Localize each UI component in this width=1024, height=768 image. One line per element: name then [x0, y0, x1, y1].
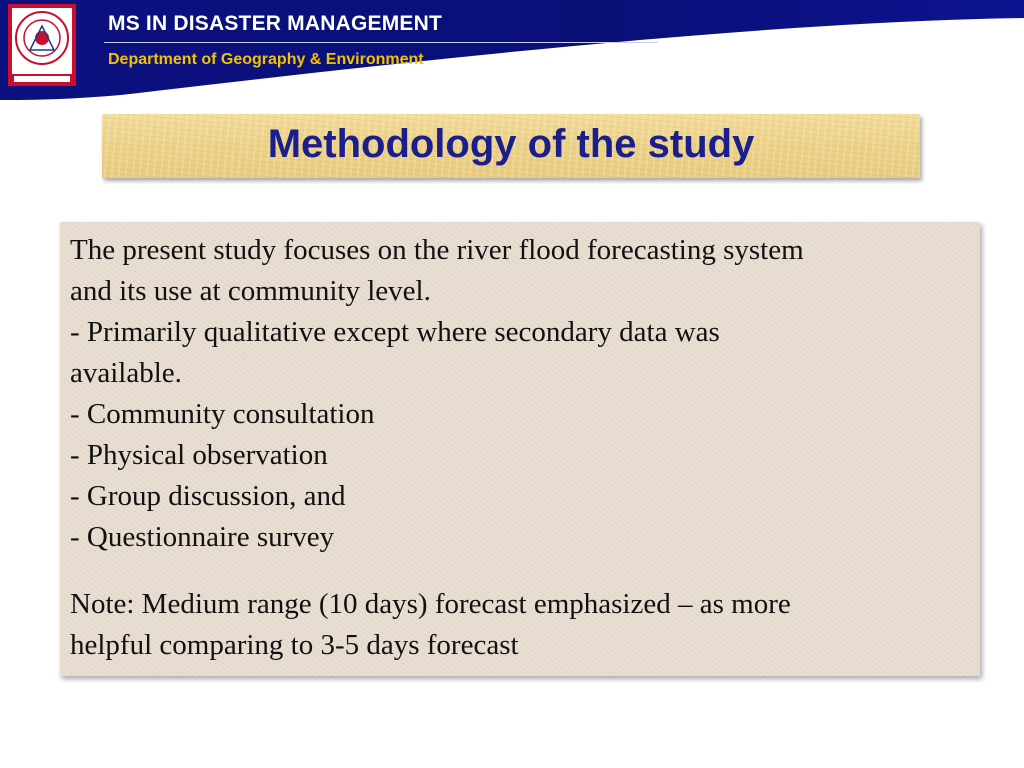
content-text — [70, 230, 970, 666]
bullet-group-discussion: - Group discussion, and — [70, 480, 346, 512]
note-line-2: helpful comparing to 3-5 days forecast — [70, 629, 519, 661]
slide-title: Methodology of the study — [267, 122, 755, 166]
bullet-qualitative-line-1: - Primarily qualitative except where secondary data was — [70, 316, 720, 348]
header-banner — [0, 0, 1024, 100]
bullet-community-consultation: - Community consultation — [70, 398, 375, 430]
slide-title-box — [102, 114, 920, 178]
program-title: MS IN DISASTER MANAGEMENT — [108, 12, 443, 35]
bullet-questionnaire-survey: - Questionnaire survey — [70, 521, 335, 553]
bullet-qualitative-line-2: available. — [70, 357, 182, 389]
department-name: Department of Geography & Environment — [108, 51, 424, 68]
header-divider — [104, 42, 658, 43]
note-line-1: Note: Medium range (10 days) forecast emphasized – as more — [70, 588, 791, 620]
intro-line-1: The present study focuses on the river flood forecasting system — [70, 234, 804, 266]
bullet-physical-observation: - Physical observation — [70, 439, 328, 471]
content-box — [60, 222, 980, 676]
intro-line-2: and its use at community level. — [70, 275, 431, 307]
university-seal-logo — [8, 4, 76, 86]
